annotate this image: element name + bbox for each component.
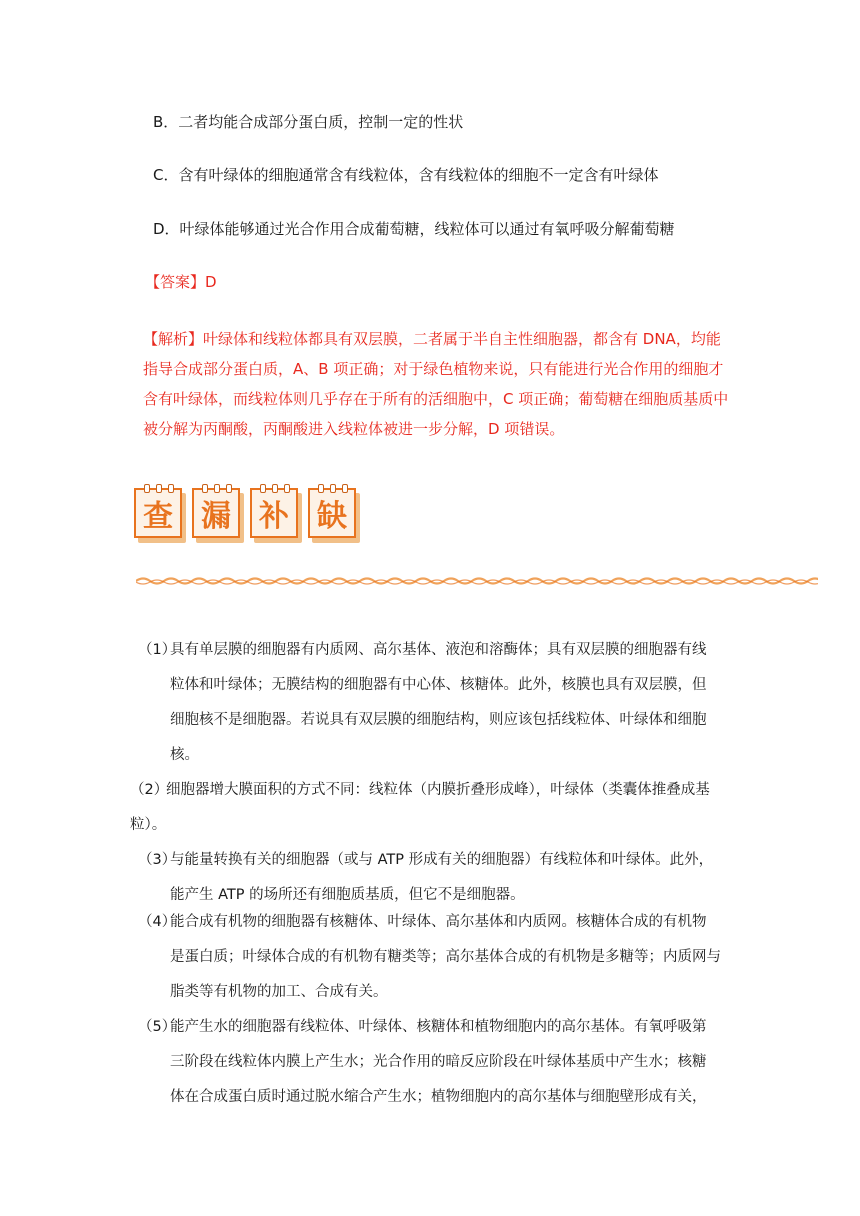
item-number: （2） <box>130 782 169 798</box>
analysis-tag: 【解析】 <box>143 330 204 348</box>
item-number: （5） <box>138 1019 177 1035</box>
item-line: 体在合成蛋白质时通过脱水缩合产生水；植物细胞内的高尔基体与细胞壁形成有关， <box>170 1089 707 1105</box>
answer-tag: 【答案】 <box>145 273 206 291</box>
item-line: 与能量转换有关的细胞器（或与 ATP 形成有关的细胞器）有线粒体和叶绿体。此外， <box>170 852 714 868</box>
item-line: 细胞核不是细胞器。若说具有双层膜的细胞结构，则应该包括线粒体、叶绿体和细胞 <box>170 712 707 728</box>
option-c: C．含有叶绿体的细胞通常含有线粒体，含有线粒体的细胞不一定含有叶绿体 <box>153 166 659 184</box>
list-item-3 <box>138 843 738 913</box>
item-line: 具有单层膜的细胞器有内质网、高尔基体、液泡和溶酶体；具有双层膜的细胞器有线 <box>170 642 707 658</box>
item-line: 能合成有机物的细胞器有核糖体、叶绿体、高尔基体和内质网。核糖体合成的有机物 <box>170 914 707 930</box>
item-line: 能产生 ATP 的场所还有细胞质基质，但它不是细胞器。 <box>170 887 525 903</box>
banner-tile-4 <box>308 488 362 544</box>
list-item-4 <box>138 905 738 1010</box>
option-d: D．叶绿体能够通过光合作用合成葡萄糖，线粒体可以通过有氧呼吸分解葡萄糖 <box>153 220 675 238</box>
item-line: 核。 <box>170 747 199 763</box>
item-line: 粒）。 <box>130 817 167 833</box>
banner-char-2: 漏 <box>192 488 240 538</box>
item-line: 细胞器增大膜面积的方式不同：线粒体（内膜折叠形成峰），叶绿体（类囊体推叠成基 <box>166 782 710 798</box>
analysis-text: 叶绿体和线粒体都具有双层膜，二者属于半自主性细胞器，都含有 DNA，均能指导合成部分蛋白质，A、B 项正确；对于绿色植物来说，只有能进行光合作用的细胞才含有叶绿体，而线粒体则几乎存在于所有的活细胞中，C 项正确；葡萄糖在细胞质基质中被分解为丙酮酸，丙酮酸进入线粒体被进一步分解，D 项错误。 <box>143 330 729 438</box>
banner-tile-2 <box>192 488 246 544</box>
banner-tile-3 <box>250 488 304 544</box>
item-number: （1） <box>138 642 177 658</box>
item-line: 能产生水的细胞器有线粒体、叶绿体、核糖体和植物细胞内的高尔基体。有氧呼吸第 <box>170 1019 707 1035</box>
list-item-1 <box>138 633 738 773</box>
item-line: 脂类等有机物的加工、合成有关。 <box>170 984 388 1000</box>
list-item-5 <box>138 1010 738 1115</box>
option-b: B．二者均能合成部分蛋白质，控制一定的性状 <box>153 113 464 131</box>
answer-line <box>145 271 217 293</box>
analysis-block <box>143 324 735 444</box>
banner-char-3: 补 <box>250 488 298 538</box>
item-line: 三阶段在线粒体内膜上产生水；光合作用的暗反应阶段在叶绿体基质中产生水；核糖 <box>170 1054 707 1070</box>
banner-char-4: 缺 <box>308 488 356 538</box>
item-line: 是蛋白质；叶绿体合成的有机物有糖类等；高尔基体合成的有机物是多糖等；内质网与 <box>170 949 721 965</box>
section-banner <box>128 488 368 550</box>
wave-divider <box>136 574 818 588</box>
item-number: （4） <box>138 914 177 930</box>
item-number: （3） <box>138 852 177 868</box>
banner-char-1: 查 <box>134 488 182 538</box>
item-line: 粒体和叶绿体；无膜结构的细胞器有中心体、核糖体。此外，核膜也具有双层膜，但 <box>170 677 707 693</box>
answer-value: D <box>205 273 217 291</box>
banner-tile-1 <box>134 488 188 544</box>
list-item-2 <box>130 773 740 843</box>
